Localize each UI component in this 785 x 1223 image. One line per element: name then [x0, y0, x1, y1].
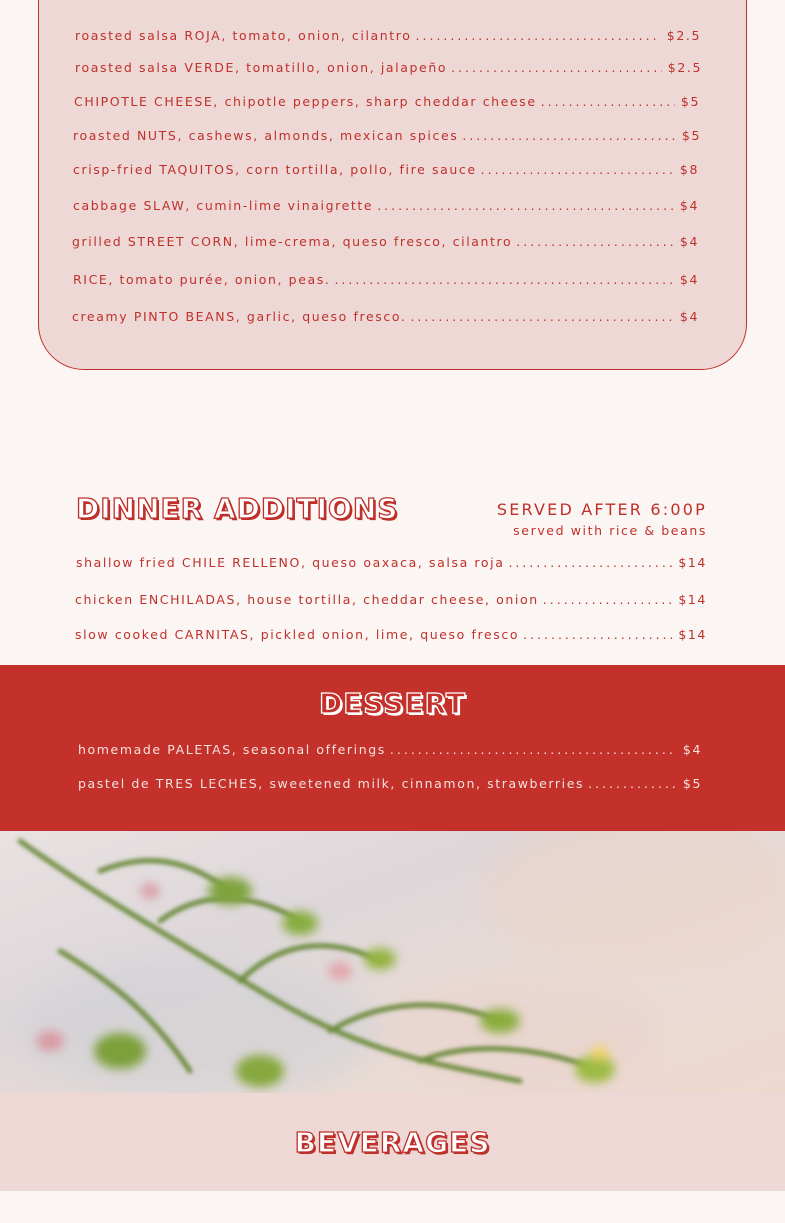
item-price: $5 [682, 776, 702, 791]
leader-dots [334, 272, 673, 287]
leader-dots [481, 162, 674, 177]
item-price: $4 [679, 198, 699, 213]
item-name: CHIPOTLE CHEESE, chipotle peppers, sharp cheddar cheese [74, 94, 537, 109]
floral-photo [0, 831, 785, 1093]
item-price: $14 [678, 627, 707, 642]
item-name: roasted salsa ROJA, tomato, onion, cilantro [75, 28, 412, 43]
dessert-heading: DESSERT [319, 687, 466, 720]
menu-item-enchiladas [75, 592, 707, 607]
item-name: chicken ENCHILADAS, house tortilla, cheddar cheese, onion [75, 592, 539, 607]
item-name: roasted salsa VERDE, tomatillo, onion, jalapeño [75, 60, 448, 75]
leader-dots [416, 28, 661, 43]
leader-dots [541, 94, 675, 109]
beverages-heading: BEVERAGES [294, 1126, 491, 1159]
menu-item-carnitas [75, 627, 707, 642]
item-name: crisp-fried TAQUITOS, corn tortilla, pollo, fire sauce [73, 162, 477, 177]
item-price: $5 [680, 94, 700, 109]
leader-dots [390, 742, 677, 757]
floral-photo-art [0, 831, 785, 1093]
menu-item-tres-leches [78, 776, 702, 791]
leader-dots [451, 60, 662, 75]
item-name: cabbage SLAW, cumin-lime vinaigrette [73, 198, 374, 213]
menu-item-rice [73, 272, 699, 287]
served-after-label: SERVED AFTER 6:00P [496, 500, 707, 519]
menu-item-cabbage-slaw [73, 198, 699, 213]
dinner-additions-heading: DINNER ADDITIONS [76, 492, 399, 525]
item-price: $5 [681, 128, 701, 143]
item-name: grilled STREET CORN, lime-crema, queso fresco, cilantro [72, 234, 513, 249]
served-with-note: served with rice & beans [513, 523, 707, 538]
item-name: pastel de TRES LECHES, sweetened milk, cinnamon, strawberries [78, 776, 585, 791]
menu-item-street-corn [72, 234, 699, 249]
item-price: $2.5 [667, 60, 702, 75]
leader-dots [462, 128, 676, 143]
menu-item-pinto-beans [72, 309, 699, 324]
item-name: roasted NUTS, cashews, almonds, mexican spices [73, 128, 459, 143]
menu-item-paletas [78, 742, 702, 757]
item-price: $4 [682, 742, 702, 757]
item-price: $2.5 [666, 28, 701, 43]
item-name: shallow fried CHILE RELLENO, queso oaxaca, salsa roja [76, 555, 505, 570]
item-price: $4 [679, 234, 699, 249]
item-price: $14 [678, 592, 707, 607]
item-name: RICE, tomato purée, onion, peas. [73, 272, 331, 287]
menu-item-salsa-verde [75, 60, 702, 75]
item-price: $8 [679, 162, 699, 177]
leader-dots [410, 309, 673, 324]
menu-item-taquitos [73, 162, 699, 177]
leader-dots [588, 776, 677, 791]
item-price: $4 [679, 272, 699, 287]
menu-item-chile-relleno [76, 555, 707, 570]
item-name: creamy PINTO BEANS, garlic, queso fresco. [72, 309, 407, 324]
item-price: $4 [679, 309, 699, 324]
menu-item-salsa-roja [75, 28, 701, 43]
leader-dots [508, 555, 672, 570]
item-price: $14 [678, 555, 707, 570]
leader-dots [377, 198, 674, 213]
menu-item-roasted-nuts [73, 128, 701, 143]
item-name: slow cooked CARNITAS, pickled onion, lime, queso fresco [75, 627, 520, 642]
item-name: homemade PALETAS, seasonal offerings [78, 742, 386, 757]
leader-dots [516, 234, 674, 249]
menu-item-chipotle-cheese [74, 94, 700, 109]
leader-dots [543, 592, 673, 607]
leader-dots [523, 627, 672, 642]
